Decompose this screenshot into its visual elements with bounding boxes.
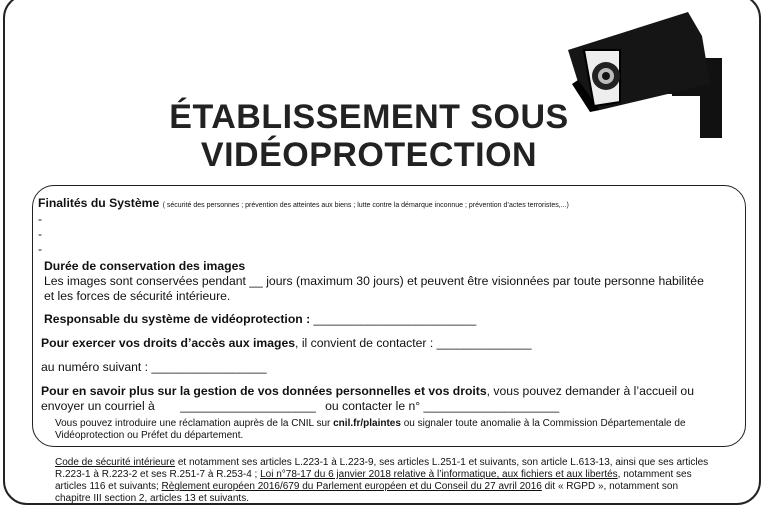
duree-line2: et les forces de sécurité intérieure. (44, 289, 231, 303)
title-line2: VIDÉOPROTECTION (200, 136, 538, 174)
footer-l3-b: dit « RGPD », notamment son (541, 481, 678, 492)
footer-rgpd-link: Règlement européen 2016/679 du Parlement européen et du Conseil du 27 avril 2016 (161, 481, 542, 492)
dash-3: - (38, 242, 43, 256)
finalites-examples: ( sécurité des personnes ; prévention des atteintes aux biens ; lutte contre la démarque inconnue ; prévention d’actes terroristes,...) (162, 202, 569, 209)
numero-label: au numéro suivant : (41, 360, 152, 374)
footer-line2 (55, 469, 692, 481)
reclamation-text-a: Vous pouvez introduire une réclamation auprès de la CNIL sur (55, 418, 334, 429)
acces-blank: ______________ (436, 336, 532, 350)
acces-label: Pour exercer vos droits d’accès aux images (41, 336, 296, 350)
dash-2: - (38, 227, 43, 241)
reclamation-line2: Vidéoprotection ou Préfet du département. (55, 430, 244, 441)
finalites-heading: Finalités du Système (38, 196, 160, 210)
reclamation-line1 (55, 418, 686, 430)
telephone-blank: ____________________ (423, 399, 560, 413)
responsable-line (44, 312, 476, 326)
title-line1: ÉTABLISSEMENT SOUS (169, 98, 569, 136)
savoir-rest: , vous pouvez demander à l’accueil ou (486, 384, 694, 398)
footer-code-link: Code de sécurité intérieure (55, 457, 176, 468)
responsable-label: Responsable du système de vidéoprotection : (44, 312, 311, 326)
finalites-line (38, 196, 569, 213)
footer-l2-b: , notamment ses (617, 469, 692, 480)
responsable-blank: ________________________ (313, 312, 477, 326)
courriel-blank: ____________________ (180, 399, 316, 413)
acces-label-rest: , il convient de contacter : (295, 336, 437, 350)
courriel-label: envoyer un courriel à (41, 399, 155, 413)
footer-line4: chapitre III section 2, articles 13 et suivants. (55, 493, 249, 504)
dash-1: - (38, 212, 43, 226)
savoir-bold: Pour en savoir plus sur la gestion de vos données personnelles et vos droits (41, 384, 487, 398)
reclamation-text-b: ou signaler toute anomalie à la Commission Départementale de (400, 418, 686, 429)
savoir-line1 (41, 384, 694, 398)
savoir-line2 (41, 399, 559, 413)
footer-l3-a: articles 116 et suivants; (55, 481, 162, 492)
footer-line3 (55, 481, 678, 493)
cnil-link: cnil.fr/plaintes (333, 418, 401, 429)
duree-line1: Les images sont conservées pendant __ jours (maximum 30 jours) et peuvent être visionnées par toute personne habilitée (44, 274, 704, 288)
numero-line (41, 360, 267, 374)
duree-heading: Durée de conservation des images (44, 259, 246, 273)
acces-line (41, 336, 532, 350)
footer-loi-link: Loi n°78-17 du 6 janvier 2018 relative à l’informatique, aux fichiers et aux libertés (260, 469, 618, 480)
footer-line1 (55, 457, 708, 469)
numero-blank: _________________ (151, 360, 267, 374)
telephone-label: ou contacter le n° (325, 399, 421, 413)
footer-l2-a: R.223-1 à R.223-2 et ses R.251-7 à R.253-4 ; (55, 469, 261, 480)
footer-l1-rest: et notamment ses articles L.223-1 à L.223-9, ses articles L.251-1 et suivants, son article L.613-13, ainsi que ses articles (175, 457, 709, 468)
